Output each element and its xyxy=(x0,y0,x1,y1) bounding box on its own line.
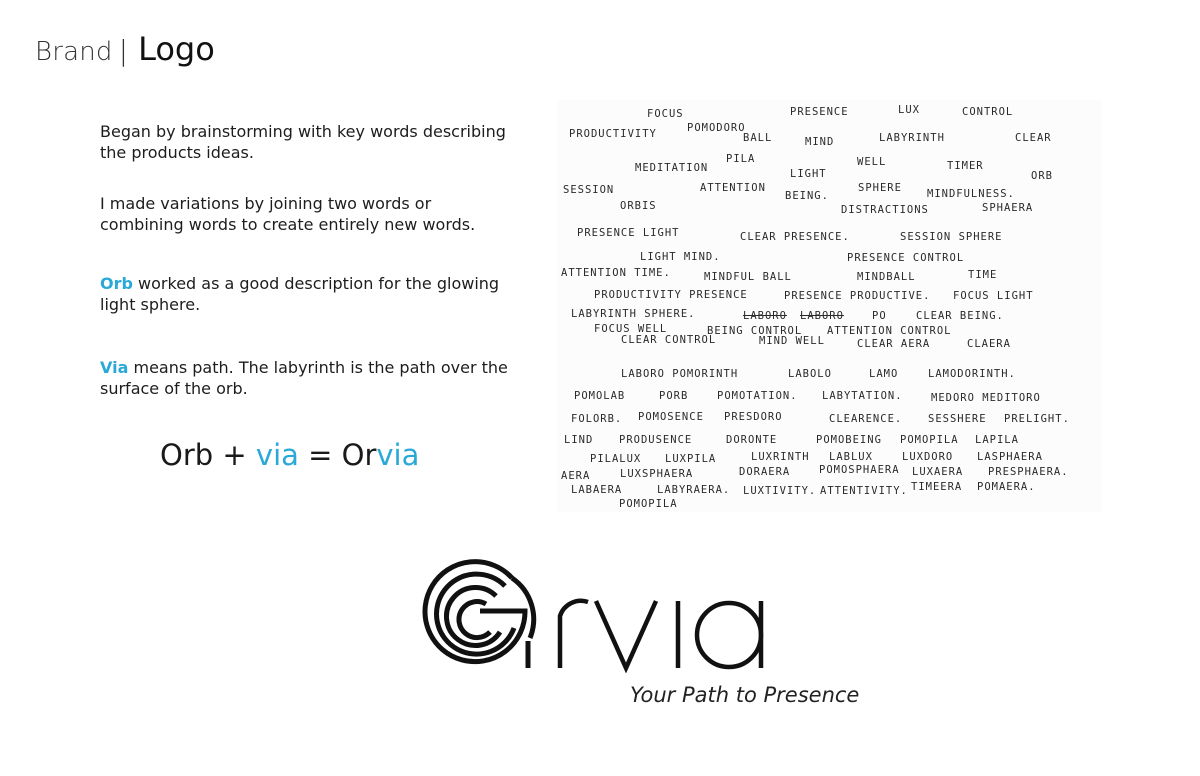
brainstorm-word: PRESPHAERA. xyxy=(988,466,1069,478)
brainstorm-word: PRELIGHT. xyxy=(1004,413,1070,425)
brainstorm-word: POMOPILA xyxy=(619,498,678,510)
paragraph-variations: I made variations by joining two words or combining words to create entirely new words. xyxy=(100,194,476,234)
brainstorm-word: FOCUS xyxy=(647,108,684,120)
brainstorm-word: PILA xyxy=(726,153,756,165)
orb-keyword: Orb xyxy=(100,274,133,293)
brainstorm-word: BEING CONTROL xyxy=(707,325,803,337)
brainstorm-word: MEDITATION xyxy=(635,162,709,174)
logo-tagline: Your Path to Presence xyxy=(630,683,860,707)
brainstorm-word: LABORO xyxy=(800,310,844,322)
brainstorm-word: LUX xyxy=(898,104,920,116)
brainstorm-word: MINDFUL BALL xyxy=(704,271,792,283)
brainstorm-word: FOLORB. xyxy=(571,413,623,425)
brainstorm-word: LABAERA xyxy=(571,484,623,496)
equation-via: via xyxy=(255,438,299,472)
brainstorm-word: LABORO xyxy=(743,310,787,322)
brainstorm-word: PO xyxy=(872,310,887,322)
equation-result-via: via xyxy=(376,438,420,472)
brainstorm-word: PRESENCE LIGHT xyxy=(577,227,680,239)
brainstorm-word: CLEAR xyxy=(1015,132,1052,144)
brainstorm-word: MINDBALL xyxy=(857,271,916,283)
brainstorm-word: LUXRINTH xyxy=(751,451,810,463)
brainstorm-word: CLEAR CONTROL xyxy=(621,334,717,346)
brainstorm-word: SESSION xyxy=(563,184,615,196)
brainstorm-word: MEDORO MEDITORO xyxy=(931,392,1041,404)
brainstorm-word: ATTENTION CONTROL xyxy=(827,325,952,337)
page-header xyxy=(35,30,215,68)
brainstorm-word: MIND xyxy=(805,136,835,148)
brainstorm-word: POMOTATION. xyxy=(717,390,798,402)
brainstorm-word: DORONTE xyxy=(726,434,778,446)
brainstorm-word: LIND xyxy=(564,434,594,446)
brainstorm-word: LUXAERA xyxy=(912,466,964,478)
name-equation xyxy=(160,438,419,472)
brainstorm-word: LAPILA xyxy=(975,434,1019,446)
brainstorm-word: ATTENTION xyxy=(700,182,766,194)
brainstorm-word: ATTENTION TIME. xyxy=(561,267,671,279)
brainstorm-word: LUXDORO xyxy=(902,451,954,463)
brainstorm-word: LABYTATION. xyxy=(822,390,903,402)
brainstorm-word: ORBIS xyxy=(620,200,657,212)
brainstorm-word: LAMODORINTH. xyxy=(928,368,1016,380)
via-description: means path. The labyrinth is the path over the surface of the orb. xyxy=(100,358,508,398)
brainstorm-word: CLEARENCE. xyxy=(829,413,903,425)
brainstorm-word: POMOBEING xyxy=(816,434,882,446)
brainstorm-word: PRESDORO xyxy=(724,411,783,423)
paragraph-orb xyxy=(100,273,510,315)
brainstorm-word: LASPHAERA xyxy=(977,451,1043,463)
brainstorm-word: SPHERE xyxy=(858,182,902,194)
brainstorm-word: CLEAR BEING. xyxy=(916,310,1004,322)
brainstorm-word: MIND WELL xyxy=(759,335,825,347)
brainstorm-word: TIMEERA xyxy=(911,481,963,493)
brainstorm-word: LIGHT xyxy=(790,168,827,180)
brainstorm-word: CLEAR AERA xyxy=(857,338,931,350)
brainstorm-word: LIGHT MIND. xyxy=(640,251,721,263)
brainstorm-word: POMODORO xyxy=(687,122,746,134)
brainstorm-word: PRESENCE xyxy=(790,106,849,118)
brainstorm-word: POMOSPHAERA xyxy=(819,464,900,476)
via-keyword: Via xyxy=(100,358,129,377)
brainstorm-word: PRESENCE PRODUCTIVE. xyxy=(784,290,931,302)
brainstorm-word: LUXTIVITY. xyxy=(743,485,817,497)
brainstorm-word: LABOLO xyxy=(788,368,832,380)
brainstorm-word: CLAERA xyxy=(967,338,1011,350)
brainstorm-word: AERA xyxy=(561,470,591,482)
brainstorm-word: SPHAERA xyxy=(982,202,1034,214)
orvia-logo xyxy=(420,556,780,676)
brainstorm-word: SESSHERE xyxy=(928,413,987,425)
brainstorm-word: LABYRINTH xyxy=(879,132,945,144)
brainstorm-word: TIME xyxy=(968,269,998,281)
brainstorm-word: LAMO xyxy=(869,368,899,380)
brainstorm-notes xyxy=(557,100,1102,512)
brainstorm-word: TIMER xyxy=(947,160,984,172)
brainstorm-word: POMOPILA xyxy=(900,434,959,446)
brainstorm-word: POMAERA. xyxy=(977,481,1036,493)
brainstorm-word: FOCUS WELL xyxy=(594,323,668,335)
brainstorm-word: WELL xyxy=(857,156,887,168)
brainstorm-word: LUXPILA xyxy=(665,453,717,465)
brainstorm-word: DISTRACTIONS xyxy=(841,204,929,216)
brainstorm-word: ORB xyxy=(1031,170,1053,182)
brainstorm-word: BALL xyxy=(743,132,773,144)
brainstorm-word: PORB xyxy=(659,390,689,402)
brainstorm-word: LABORO POMORINTH xyxy=(621,368,739,380)
brainstorm-word: LABYRAERA. xyxy=(657,484,731,496)
brainstorm-word: PRODUSENCE xyxy=(619,434,693,446)
brainstorm-word: POMOLAB xyxy=(574,390,626,402)
equation-result-or: = Or xyxy=(298,438,377,472)
brainstorm-word: MINDFULNESS. xyxy=(927,188,1015,200)
equation-orb: Orb + xyxy=(160,438,256,472)
brainstorm-word: SESSION SPHERE xyxy=(900,231,1003,243)
brainstorm-word: LUXSPHAERA xyxy=(620,468,694,480)
header-separator: | xyxy=(118,34,129,67)
brainstorm-word: PILALUX xyxy=(590,453,642,465)
brainstorm-word: FOCUS LIGHT xyxy=(953,290,1034,302)
brainstorm-word: POMOSENCE xyxy=(638,411,704,423)
page-title: Logo xyxy=(138,30,215,68)
brainstorm-word: CLEAR PRESENCE. xyxy=(740,231,850,243)
brainstorm-word: ATTENTIVITY. xyxy=(820,485,908,497)
brainstorm-word: PRODUCTIVITY xyxy=(569,128,657,140)
orb-description: worked as a good description for the glowing light sphere. xyxy=(100,274,500,314)
brainstorm-word: LABYRINTH SPHERE. xyxy=(571,308,696,320)
section-label: Brand xyxy=(35,37,113,67)
paragraph-via xyxy=(100,357,510,399)
brainstorm-word: BEING. xyxy=(785,190,829,202)
brainstorm-word: LABLUX xyxy=(829,451,873,463)
brainstorm-word: CONTROL xyxy=(962,106,1014,118)
paragraph-brainstorm: Began by brainstorming with key words describing the products ideas. xyxy=(100,122,506,162)
brainstorm-word: PRESENCE CONTROL xyxy=(847,252,965,264)
brainstorm-word: PRODUCTIVITY PRESENCE xyxy=(594,289,748,301)
brainstorm-word: DORAERA xyxy=(739,466,791,478)
